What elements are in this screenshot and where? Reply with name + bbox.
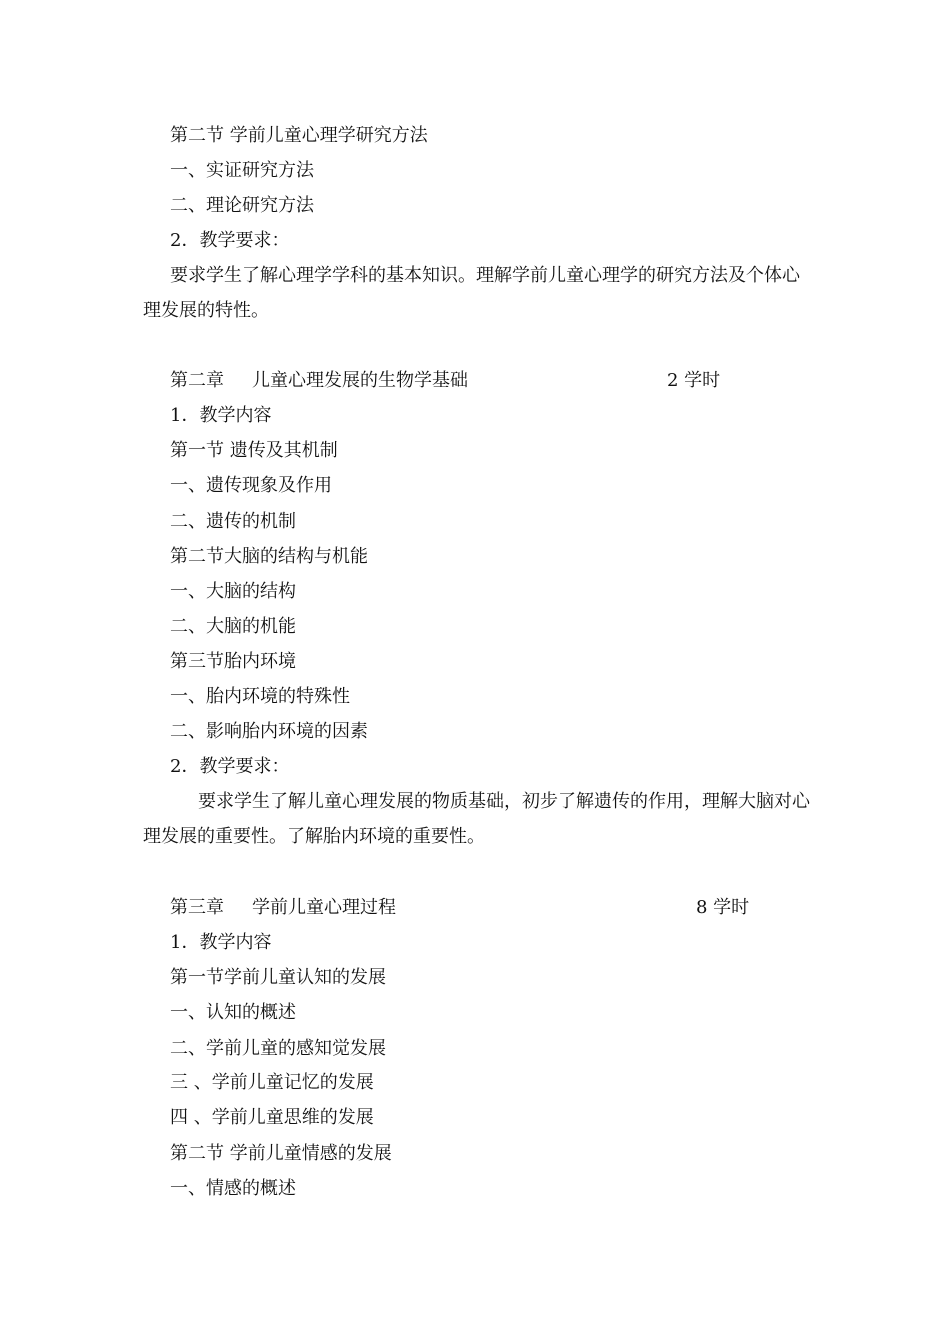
chapter-heading (170, 369, 468, 393)
section-heading: 第一节 遗传及其机制 (170, 440, 338, 461)
section-heading: 第二节 学前儿童心理学研究方法 (170, 125, 428, 146)
chapter-hours: 2 学时 (667, 370, 721, 391)
list-item: 二、理论研究方法 (170, 195, 314, 216)
requirements-paragraph: 要求学生了解儿童心理发展的物质基础，初步了解遗传的作用，理解大脑对心理发展的重要性。了解胎内环境的重要性。 (143, 791, 810, 847)
list-item: 二、遗传的机制 (170, 511, 296, 532)
chapter-title: 儿童心理发展的生物学基础 (252, 370, 468, 391)
list-item: 一、情感的概述 (170, 1178, 296, 1199)
list-item: 一、胎内环境的特殊性 (170, 686, 350, 707)
requirements-paragraph: 要求学生了解心理学学科的基本知识。理解学前儿童心理学的研究方法及个体心理发展的特性。 (143, 265, 800, 321)
list-item: 一、认知的概述 (170, 1002, 296, 1023)
content-label: 1．教学内容 (170, 405, 272, 426)
section-heading: 第二节 学前儿童情感的发展 (170, 1143, 392, 1164)
content-label: 1．教学内容 (170, 932, 272, 953)
list-item: 一、大脑的结构 (170, 581, 296, 602)
chapter-hours: 8 学时 (696, 897, 750, 918)
section-heading: 第一节学前儿童认知的发展 (170, 967, 386, 988)
list-item: 二、影响胎内环境的因素 (170, 721, 368, 742)
list-item: 一、遗传现象及作用 (170, 475, 332, 496)
list-item: 二、大脑的机能 (170, 616, 296, 637)
section-heading: 第二节大脑的结构与机能 (170, 546, 368, 567)
chapter-label: 第二章 (170, 370, 224, 391)
list-item: 四 、学前儿童思维的发展 (170, 1107, 374, 1128)
requirements-label: 2．教学要求： (170, 230, 290, 251)
chapter-title: 学前儿童心理过程 (252, 897, 396, 918)
list-item: 二、学前儿童的感知觉发展 (170, 1038, 386, 1059)
chapter-label: 第三章 (170, 897, 224, 918)
section-heading: 第三节胎内环境 (170, 651, 296, 672)
chapter-heading (170, 896, 396, 920)
requirements-label: 2．教学要求： (170, 756, 290, 777)
list-item: 三 、学前儿童记忆的发展 (170, 1072, 374, 1093)
list-item: 一、实证研究方法 (170, 160, 314, 181)
